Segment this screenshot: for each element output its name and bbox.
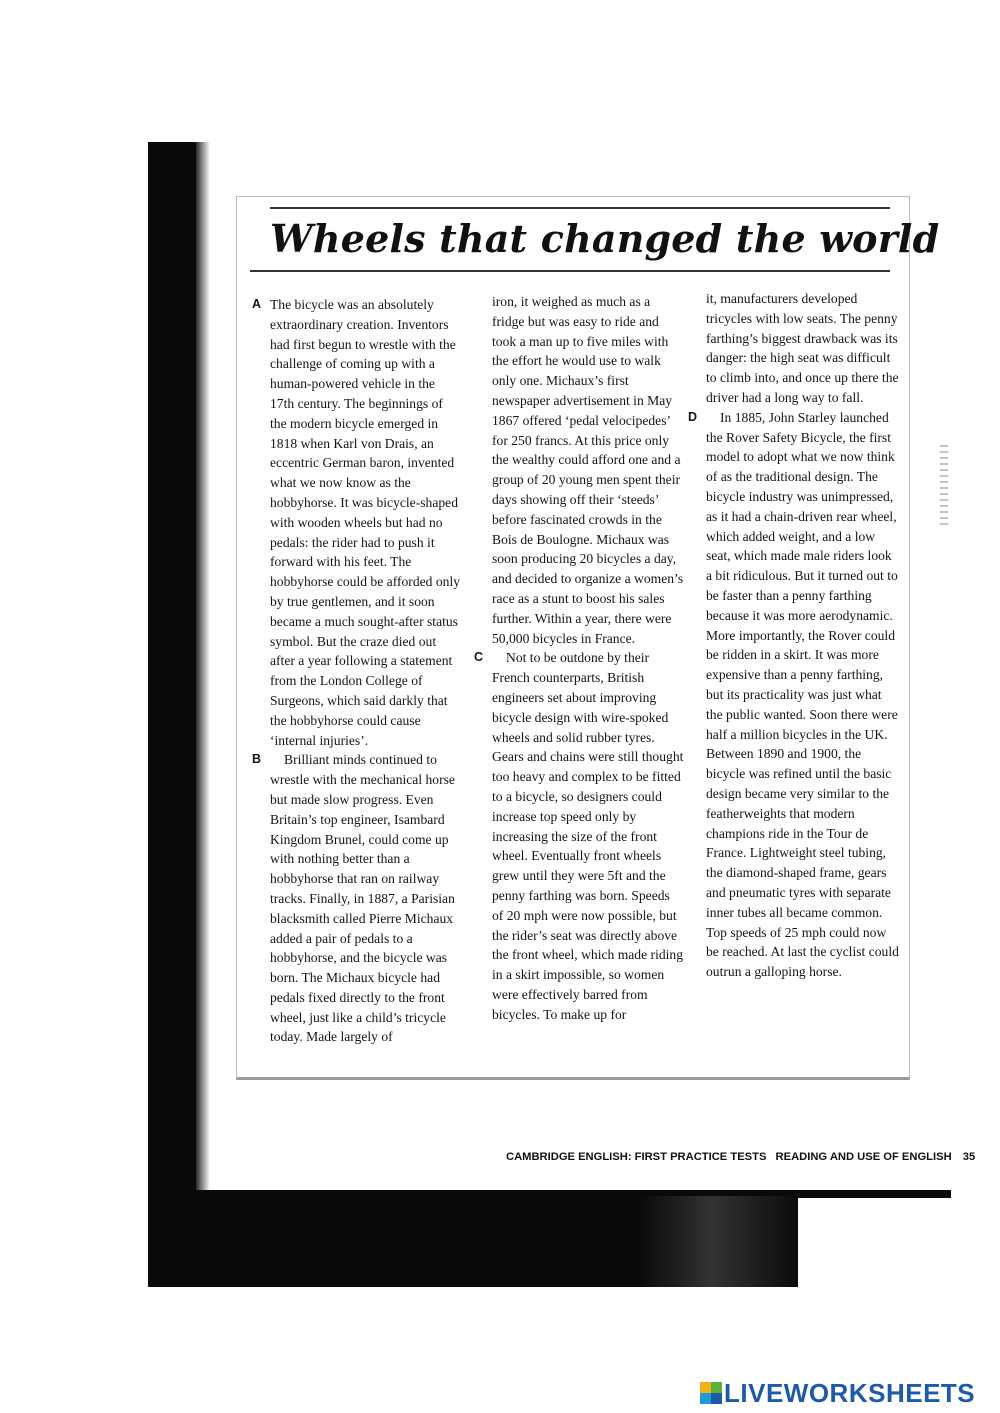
paragraph-c-continued: it, manufacturers developed tricycles with low seats. The penny farthing’s biggest drawback was its danger: the high seat was difficult to climb into, and once up there the driver had a long way to fall. xyxy=(706,291,899,405)
liveworksheets-logo-icon xyxy=(700,1382,722,1404)
scan-shadow-bottom-fade xyxy=(640,1196,800,1287)
book-series-title: CAMBRIDGE ENGLISH: FIRST PRACTICE TESTS xyxy=(506,1151,767,1163)
article-title: Wheels that changed the world xyxy=(270,216,940,261)
paragraph-letter: A xyxy=(252,297,262,311)
title-rule-top xyxy=(270,207,890,209)
logo-square-1 xyxy=(700,1382,711,1393)
liveworksheets-watermark xyxy=(700,1378,975,1408)
section-title: READING AND USE OF ENGLISH xyxy=(775,1151,952,1163)
paragraph-text: In 1885, John Starley launched the Rover Safety Bicycle, the first model to adopt what we now think of as the traditional design. The bicycle industry was unimpressed, as it had a chain-driven rear wheel, which added weight, and a low seat, which made male riders look a bit ridiculous. But it turned out to be faster than a penny farthing because it was more aerodynamic. More importantly, the Rover could be ridden in a skirt. It was more expensive than a penny farthing, but its practicality was just what the public wanted. Soon there were half a million bicycles in the UK. Between 1890 and 1900, the bicycle was refined until the basic design became very similar to the featherweights that modern champions ride in the Tour de France. Lightweight steel tubing, the diamond-shaped frame, gears and pneumatic tyres with separate inner tubes all became common. Top speeds of 25 mph could now be reached. At last the cyclist could outrun a galloping horse. xyxy=(706,409,899,980)
paragraph-text: Brilliant minds continued to wrestle with the mechanical horse but made slow progress. Even Britain’s top engineer, Isambard Kingdom Brunel, could come up with nothing better than a hobbyhorse that ran on railway tracks. Finally, in 1887, a Parisian blacksmith called Pierre Michaux added a pair of pedals to a hobbyhorse, and the bicycle was born. The Michaux bicycle had pedals fixed directly to the front wheel, just like a child’s tricycle today. Made largely of xyxy=(270,752,455,1045)
paragraph-b-continued: iron, it weighed as much as a fridge but was easy to ride and took a man up to five miles with the effort he would use to walk only one. Michaux’s first newspaper advertisement in May 1867 offered ‘pedal velocipedes’ for 250 francs. At this price only the wealthy could afford one and a group of 20 young men spent their days showing off their ‘steeds’ before fascinated crowds in the Bois de Boulogne. Michaux was soon producing 20 bicycles a day, and decided to organize a women’s race as a stunt to boost his sales further. Within a year, there were 50,000 bicycles in France. xyxy=(492,294,684,646)
page-number: 35 xyxy=(962,1151,976,1163)
logo-square-4 xyxy=(711,1393,722,1404)
scan-shadow-left xyxy=(148,142,196,1287)
article-column-2 xyxy=(474,292,684,1024)
paragraph-c xyxy=(474,648,684,1024)
watermark-text: LIVEWORKSHEETS xyxy=(724,1378,976,1408)
logo-square-2 xyxy=(711,1382,722,1393)
article-column-3 xyxy=(688,289,900,982)
paragraph-letter: B xyxy=(252,752,262,767)
page-footer xyxy=(506,1151,976,1163)
paragraph-text: The bicycle was an absolutely extraordinary creation. Inventors had first begun to wrestle with the challenge of coming up with a human-powered vehicle in the 17th century. The beginnings of the modern bicycle emerged in 1818 when Karl von Drais, an eccentric German baron, invented what we now know as the hobbyhorse. It was bicycle-shaped with wooden wheels but had no pedals: the rider had to push it forward with his feet. The hobbyhorse could be afforded only by true gentlemen, and it soon became a much sought-after status symbol. But the craze died out after a year following a statement from the London College of Surgeons, which said darkly that the hobbyhorse could cause ‘internal injuries’. xyxy=(270,297,461,748)
paragraph-letter: D xyxy=(688,409,698,424)
paragraph-b xyxy=(252,750,462,1047)
paragraph-letter: C xyxy=(474,650,484,665)
title-rule-bottom xyxy=(250,270,890,272)
paragraph-a xyxy=(252,295,462,750)
logo-square-3 xyxy=(700,1393,711,1404)
paragraph-d xyxy=(688,408,900,982)
article-column-1 xyxy=(252,295,462,1047)
paragraph-text: Not to be outdone by their French counterparts, British engineers set about improving bicycle design with wire-spoked wheels and solid rubber tyres. Gears and chains were still thought too heavy and complex to be fitted to a bicycle, so designers could increase top speed only by increasing the size of the front wheel. Eventually front wheels grew until they were 5ft and the penny farthing was born. Speeds of 20 mph were now possible, but the rider’s seat was directly above the front wheel, which made riding in a skirt impossible, so women were effectively barred from bicycles. To make up for xyxy=(492,650,684,1022)
scan-shadow-left-fade xyxy=(196,142,210,1202)
scan-edge-marks xyxy=(940,445,948,525)
